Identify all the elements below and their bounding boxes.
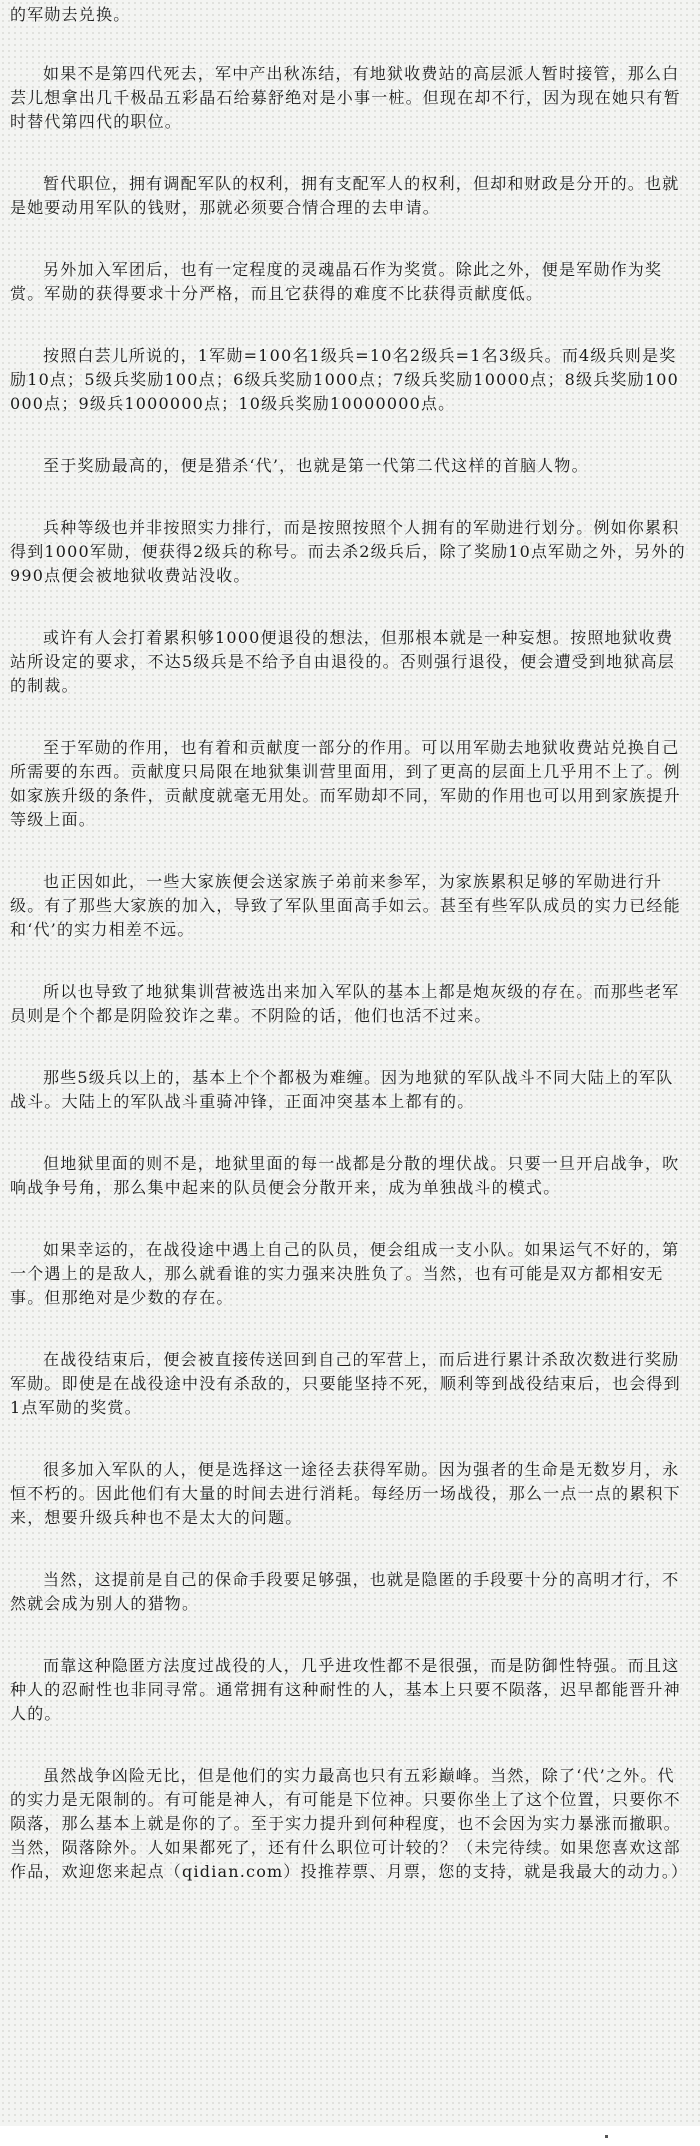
- paragraph: 如果不是第四代死去，军中产出秋冻结，有地狱收费站的高层派人暂时接管，那么白芸儿想拿出几千极品五彩晶石给募舒绝对是小事一桩。但现在却不行，因为现在她只有暂时替代第四代的职位。: [10, 64, 681, 131]
- paragraph: 所以也导致了地狱集训营被选出来加入军队的基本上都是炮灰级的存在。而那些老军员则是个个都是阴险狡诈之辈。不阴险的话，他们也活不过来。: [10, 982, 680, 1025]
- paragraph: 至于军勋的作用，也有着和贡献度一部分的作用。可以用军勋去地狱收费站兑换自己所需要的东西。贡献度只局限在地狱集训营里面用，到了更高的层面上几乎用不上了。例如家族升级的条件，贡献度就毫无用处。而军勋却不同，军勋的作用也可以用到家族提升等级上面。: [10, 738, 681, 829]
- chapter-page: [0, 3, 700, 2146]
- paragraph: 如果幸运的，在战役途中遇上自己的队员，便会组成一支小队。如果运气不好的，第一个遇上的是敌人，那么就看谁的实力强来决胜负了。当然，也有可能是双方都相安无事。但那绝对是少数的存在。: [10, 1240, 680, 1307]
- paragraph: 那些5级兵以上的，基本上个个都极为难缠。因为地狱的军队战斗不同大陆上的军队战斗。大陆上的军队战斗重骑冲锋，正面冲突基本上都有的。: [10, 1068, 674, 1111]
- paragraph-final: 虽然战争凶险无比，但是他们的实力最高也只有五彩巅峰。当然，除了‘代’之外。代的实力是无限制的。有可能是神人，有可能是下位神。只要你坐上了这个位置，只要你不陨落，那么基本上就是你的了。至于实力提升到何种程度，也不会因为实力暴涨而撤职。当然，陨落除外。人如果都死了，还有什么职位可计较的？（未完待续。如果您喜欢这部作品，欢迎您来起点（qidian.com）投推荐票、月票，您的支持，就是我最大的动力。）: [10, 1766, 689, 1881]
- footer-left-mark: [0, 2129, 48, 2143]
- paragraph: 兵种等级也并非按照实力排行，而是按照按照个人拥有的军勋进行划分。例如你累积得到1000军勋，便获得2级兵的称号。而去杀2级兵后，除了奖励10点军勋之外，另外的990点便会被地狱收费站没收。: [10, 518, 686, 585]
- paragraph: 或许有人会打着累积够1000便退役的想法，但那根本就是一种妄想。按照地狱收费站所设定的要求，不达5级兵是不给予自由退役的。否则强行退役，便会遭受到地狱高层的制裁。: [10, 628, 675, 695]
- paragraph: 也正因如此，一些大家族便会送家族子弟前来参军，为家族累积足够的军勋进行升级。有了那些大家族的加入，导致了军队里面高手如云。甚至有些军队成员的实力已经能和‘代’的实力相差不远。: [10, 872, 681, 939]
- paragraph: 另外加入军团后，也有一定程度的灵魂晶石作为奖赏。除此之外，便是军勋作为奖赏。军勋的获得要求十分严格，而且它获得的难度不比获得贡献度低。: [10, 260, 663, 303]
- paragraph: 按照白芸儿所说的，1军勋=100名1级兵=10名2级兵=1名3级兵。而4级兵则是奖励10点；5级兵奖励100点；6级兵奖励1000点；7级兵奖励10000点；8级兵奖励100000点；9级兵1000000点；10级兵奖励10000000点。: [10, 346, 679, 413]
- paragraph: 当然，这提前是自己的保命手段要足够强，也就是隐匿的手段要十分的高明才行，不然就会成为别人的猎物。: [10, 1570, 680, 1613]
- footer-dot: [605, 2135, 608, 2138]
- paragraph-continuation: 的军勋去兑换。: [10, 5, 131, 24]
- paragraph: 很多加入军队的人，便是选择这一途径去获得军勋。因为强者的生命是无数岁月，永恒不朽的。因此他们有大量的时间去进行消耗。每经历一场战役，那么一点一点的累积下来，想要升级兵种也不是太大的问题。: [10, 1460, 681, 1527]
- paragraph: 但地狱里面的则不是，地狱里面的每一战都是分散的埋伏战。只要一旦开启战争，吹响战争号角，那么集中起来的队员便会分散开来，成为单独战斗的模式。: [10, 1154, 680, 1197]
- paragraph: 在战役结束后，便会被直接传送回到自己的军营上，而后进行累计杀敌次数进行奖励军勋。即使是在战役途中没有杀敌的，只要能坚持不死，顺利等到战役结束后，也会得到1点军勋的奖赏。: [10, 1350, 681, 1417]
- paragraph: 暂代职位，拥有调配军队的权利，拥有支配军人的权利，但却和财政是分开的。也就是她要动用军队的钱财，那就必须要合情合理的去申请。: [10, 174, 680, 217]
- paragraph: 而靠这种隐匿方法度过战役的人，几乎进攻性都不是很强，而是防御性特强。而且这种人的忍耐性也非同寻常。通常拥有这种耐性的人，基本上只要不陨落，迟早都能晋升神人的。: [10, 1656, 681, 1723]
- paragraph: 至于奖励最高的，便是猎杀‘代’，也就是第一代第二代这样的首脑人物。: [43, 456, 589, 475]
- page-footer-strip: [0, 2126, 700, 2146]
